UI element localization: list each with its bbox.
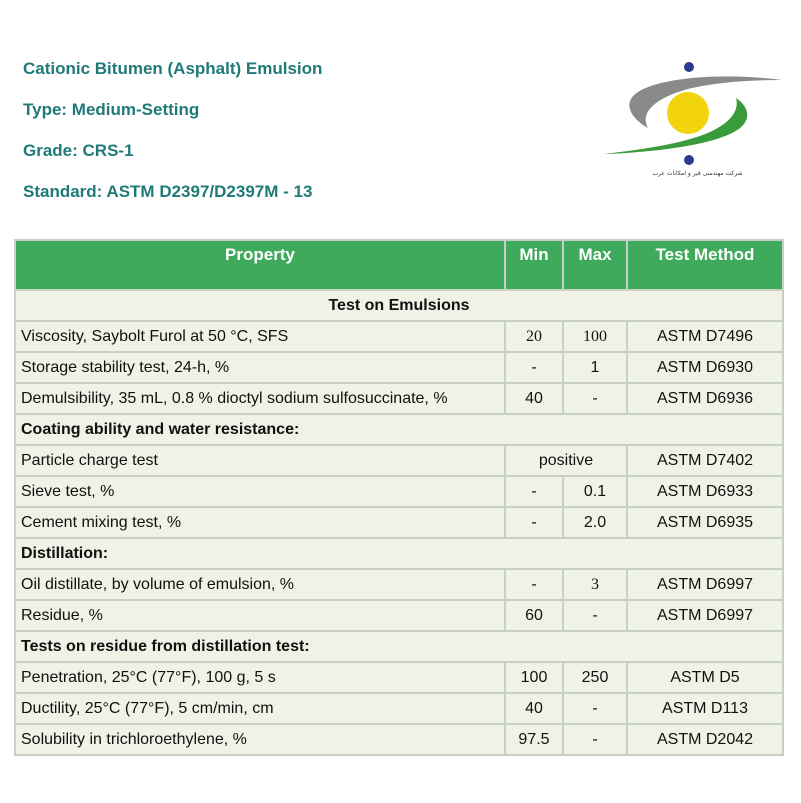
section-row <box>15 538 783 569</box>
section-row <box>15 631 783 662</box>
document-header <box>23 58 322 222</box>
table-row <box>15 693 783 724</box>
property-cell: Residue, % <box>15 600 505 631</box>
test-method-cell: ASTM D7496 <box>627 321 783 352</box>
min-cell: 60 <box>505 600 563 631</box>
table-row <box>15 600 783 631</box>
min-cell: 40 <box>505 693 563 724</box>
column-header-property: Property <box>15 240 505 290</box>
min-cell: - <box>505 569 563 600</box>
min-max-merged-cell: positive <box>505 445 627 476</box>
table-row <box>15 352 783 383</box>
test-method-cell: ASTM D2042 <box>627 724 783 755</box>
test-method-cell: ASTM D6997 <box>627 600 783 631</box>
logo-yellow-circle <box>667 92 709 134</box>
property-cell: Viscosity, Saybolt Furol at 50 °C, SFS <box>15 321 505 352</box>
product-standard: Standard: ASTM D2397/D2397M - 13 <box>23 182 313 201</box>
max-cell: 100 <box>563 321 627 352</box>
max-cell: 1 <box>563 352 627 383</box>
company-logo <box>600 58 790 188</box>
property-cell: Storage stability test, 24-h, % <box>15 352 505 383</box>
min-cell: 100 <box>505 662 563 693</box>
column-header-min: Min <box>505 240 563 290</box>
section-title: Test on Emulsions <box>15 290 783 321</box>
test-method-cell: ASTM D5 <box>627 662 783 693</box>
logo-bottom-dot <box>684 155 694 165</box>
section-title: Distillation: <box>15 538 783 569</box>
product-type: Type: Medium-Setting <box>23 100 200 119</box>
property-cell: Particle charge test <box>15 445 505 476</box>
test-method-cell: ASTM D7402 <box>627 445 783 476</box>
section-row <box>15 290 783 321</box>
section-row <box>15 414 783 445</box>
table-row <box>15 383 783 414</box>
table-body <box>15 290 783 755</box>
max-cell: - <box>563 693 627 724</box>
test-method-cell: ASTM D6936 <box>627 383 783 414</box>
property-cell: Solubility in trichloroethylene, % <box>15 724 505 755</box>
property-cell: Cement mixing test, % <box>15 507 505 538</box>
min-cell: 40 <box>505 383 563 414</box>
property-cell: Sieve test, % <box>15 476 505 507</box>
test-method-cell: ASTM D113 <box>627 693 783 724</box>
table-row <box>15 321 783 352</box>
column-header-test-method: Test Method <box>627 240 783 290</box>
test-method-cell: ASTM D6930 <box>627 352 783 383</box>
specification-table <box>14 239 784 756</box>
column-header-max: Max <box>563 240 627 290</box>
min-cell: - <box>505 507 563 538</box>
max-cell: - <box>563 383 627 414</box>
property-cell: Oil distillate, by volume of emulsion, % <box>15 569 505 600</box>
table-row <box>15 569 783 600</box>
test-method-cell: ASTM D6935 <box>627 507 783 538</box>
max-cell: - <box>563 600 627 631</box>
test-method-cell: ASTM D6933 <box>627 476 783 507</box>
table-row <box>15 724 783 755</box>
min-cell: 20 <box>505 321 563 352</box>
max-cell: 250 <box>563 662 627 693</box>
table-header-row <box>15 240 783 290</box>
max-cell: 3 <box>563 569 627 600</box>
table-row <box>15 507 783 538</box>
test-method-cell: ASTM D6997 <box>627 569 783 600</box>
max-cell: - <box>563 724 627 755</box>
property-cell: Ductility, 25°C (77°F), 5 cm/min, cm <box>15 693 505 724</box>
min-cell: - <box>505 476 563 507</box>
table-row <box>15 445 783 476</box>
table-row <box>15 662 783 693</box>
max-cell: 2.0 <box>563 507 627 538</box>
section-title: Tests on residue from distillation test: <box>15 631 783 662</box>
product-grade: Grade: CRS-1 <box>23 141 134 160</box>
logo-caption: شرکت مهندسی قیر و امکانات عرب <box>652 170 743 177</box>
logo-top-dot <box>684 62 694 72</box>
property-cell: Demulsibility, 35 mL, 0.8 % dioctyl sodium sulfosuccinate, % <box>15 383 505 414</box>
table-row <box>15 476 783 507</box>
product-title: Cationic Bitumen (Asphalt) Emulsion <box>23 59 323 78</box>
min-cell: 97.5 <box>505 724 563 755</box>
min-cell: - <box>505 352 563 383</box>
max-cell: 0.1 <box>563 476 627 507</box>
section-title: Coating ability and water resistance: <box>15 414 783 445</box>
property-cell: Penetration, 25°C (77°F), 100 g, 5 s <box>15 662 505 693</box>
